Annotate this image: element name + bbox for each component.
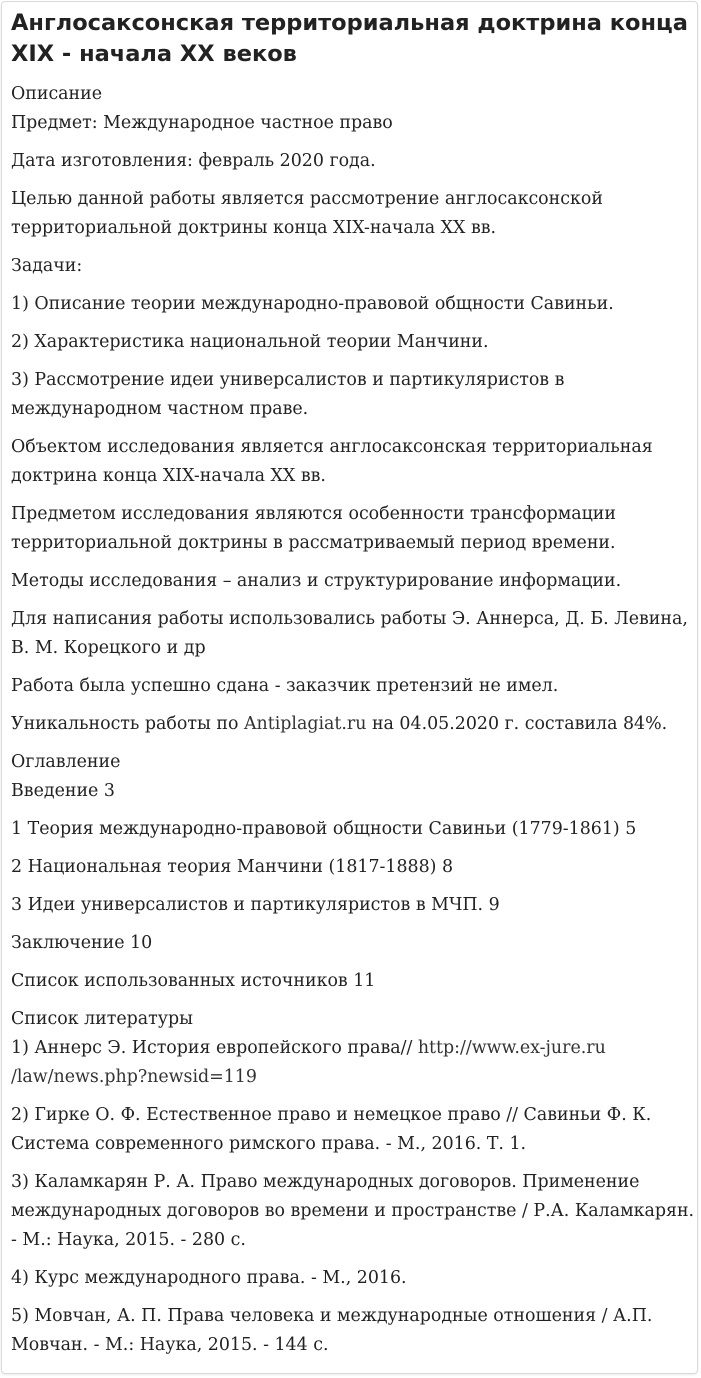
toc-heading: Оглавление (11, 752, 121, 772)
tasks-label: Задачи: (11, 256, 83, 276)
methods-text: Методы исследования – анализ и структурирование информации. (11, 571, 622, 591)
toc-item: Список использованных источников 11 (11, 971, 376, 991)
goal-text: Целью данной работы является рассмотрение англосаксонской территориальной доктрины конца XIX-начала XX вв. (11, 189, 603, 238)
literature-item (11, 1034, 697, 1092)
toc-item: 2 Национальная теория Манчини (1817-1888) 8 (11, 857, 454, 877)
task-item: 2) Характеристика национальной теории Манчини. (11, 332, 489, 352)
toc-item: Заключение 10 (11, 933, 153, 953)
literature-item: 4) Курс международного права. - М., 2016. (11, 1268, 407, 1288)
topic-text: Предметом исследования являются особенности трансформации территориальной доктрины в рассматриваемый период времени. (11, 504, 616, 553)
document-card (1, 1, 698, 1374)
antiplagiat-link[interactable]: Antiplagiat.ru (243, 714, 367, 734)
literature-item: 5) Мовчан, А. П. Права человека и международные отношения / А.П. Мовчан. - М.: Наука, 2015. - 144 с. (11, 1306, 653, 1355)
uniqueness-text (11, 710, 697, 739)
subject-text: Предмет: Международное частное право (11, 113, 393, 133)
description-heading: Описание (11, 84, 103, 104)
literature-heading: Список литературы (11, 1009, 193, 1029)
date-text: Дата изготовления: февраль 2020 года. (11, 151, 376, 171)
uniqueness-after: на 04.05.2020 г. составила 84%. (366, 714, 668, 734)
task-item: 3) Рассмотрение идеи универсалистов и партикуляристов в международном частном праве. (11, 370, 565, 419)
literature-item: 2) Гирке О. Ф. Естественное право и немецкое право // Савиньи Ф. К. Система современного римского права. - М., 2016. Т. 1. (11, 1105, 652, 1154)
literature-item-text: 1) Аннерс Э. История европейского права// (11, 1038, 418, 1058)
document-content (11, 8, 697, 1360)
uniqueness-before: Уникальность работы по (11, 714, 244, 734)
task-item: 1) Описание теории международно-правовой общности Савиньи. (11, 294, 614, 314)
object-text: Объектом исследования является англосаксонская территориальная доктрина конца XIX-начала XX вв. (11, 437, 653, 486)
toc-item: 1 Теория международно-правовой общности Савиньи (1779-1861) 5 (11, 819, 637, 839)
literature-item: 3) Каламкарян Р. А. Право международных договоров. Применение международных договоров во времени и пространстве / Р.А. Каламкарян. - М.: Наука, 2015. - 280 с. (11, 1172, 695, 1250)
sources-text: Для написания работы использовались работы Э. Аннерса, Д. Б. Левина, В. М. Корецкого и др (11, 609, 688, 658)
toc-item: Введение 3 (11, 781, 115, 801)
page-title: Англосаксонская территориальная доктрина конца XIX - начала XX веков (11, 10, 688, 67)
result-text: Работа была успешно сдана - заказчик претензий не имел. (11, 676, 559, 696)
ex-jure-link[interactable]: http://www.ex-jure.ru /law/news.php?newsid=119 (11, 1038, 606, 1087)
toc-item: 3 Идеи универсалистов и партикуляристов в МЧП. 9 (11, 895, 500, 915)
